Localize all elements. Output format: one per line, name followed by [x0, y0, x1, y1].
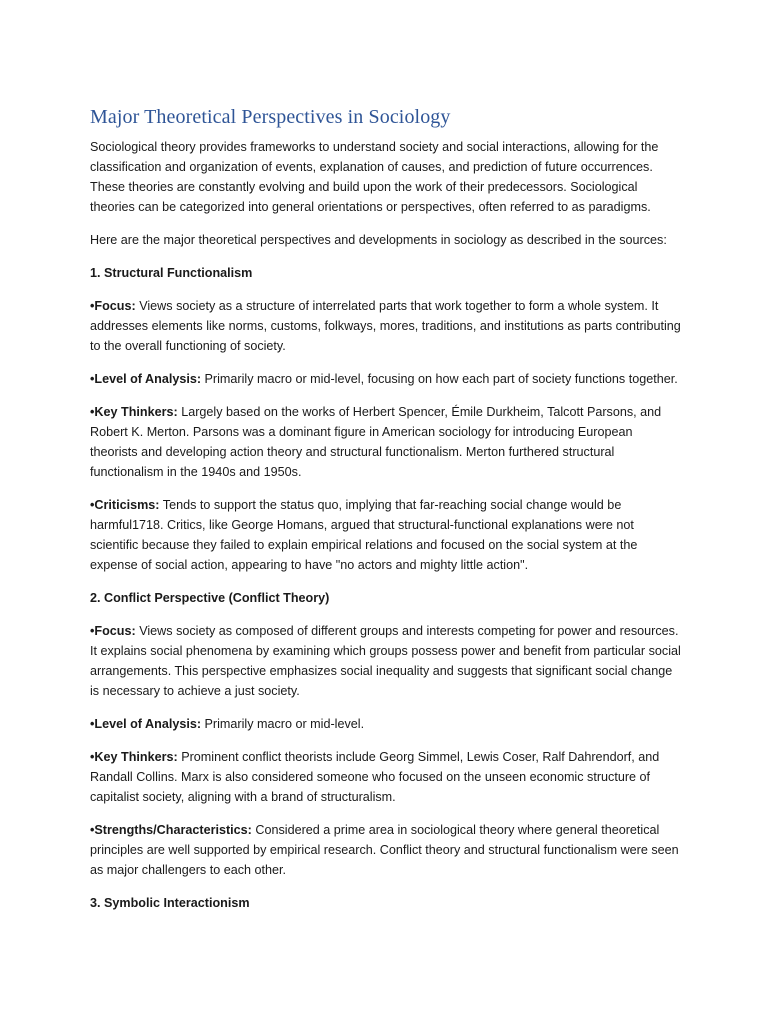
section-heading: 1. Structural Functionalism	[90, 266, 253, 280]
bullet-label: •Level of Analysis:	[90, 372, 202, 386]
bullet-label: •Key Thinkers:	[90, 405, 178, 419]
bullet-text: Prominent conflict theorists include Georg Simmel, Lewis Coser, Ralf Dahrendorf, and Randall Collins. Marx is also considered someone who focused on the unseen economic structure of capitalist society, aligning with a brand of structuralism.	[90, 750, 660, 804]
bullet-text: Views society as composed of different groups and interests competing for power and resources. It explains social phenomena by examining which groups possess power and benefit from particular social arrangements. This perspective emphasizes social inequality and suggests that significant social change is necessary to achieve a just society.	[90, 624, 681, 698]
bullet-text: Primarily macro or mid-level.	[201, 717, 365, 731]
lead-in-paragraph: Here are the major theoretical perspectives and developments in sociology as described in the sources:	[90, 233, 667, 247]
bullet-paragraph	[90, 402, 682, 482]
bullet-text: Tends to support the status quo, implying that far-reaching social change would be harmful1718. Critics, like George Homans, argued that structural-functional explanations were not scientific because they failed to explain empirical relations and focused on the social system at the expense of social action, appearing to have "no actors and mighty little action".	[90, 498, 638, 572]
bullet-label: •Strengths/Characteristics:	[90, 823, 252, 837]
bullet-label: •Level of Analysis:	[90, 717, 202, 731]
bullet-text: Views society as a structure of interrelated parts that work together to form a whole system. It addresses elements like norms, customs, folkways, mores, traditions, and institutions as parts contributing to the overall functioning of society.	[90, 299, 681, 353]
bullet-paragraph	[90, 820, 682, 880]
bullet-paragraph	[90, 621, 682, 701]
document-title: Major Theoretical Perspectives in Sociology	[90, 106, 451, 128]
bullet-label: •Criticisms:	[90, 498, 160, 512]
bullet-text: Primarily macro or mid-level, focusing on how each part of society functions together.	[201, 372, 678, 386]
document-page	[90, 104, 682, 926]
bullet-paragraph	[90, 714, 682, 734]
bullet-paragraph	[90, 296, 682, 356]
section-heading: 3. Symbolic Interactionism	[90, 896, 250, 910]
bullet-text: Considered a prime area in sociological theory where general theoretical principles are well supported by empirical research. Conflict theory and structural functionalism were seen as major challengers to each other.	[90, 823, 679, 877]
section-heading: 2. Conflict Perspective (Conflict Theory)	[90, 591, 330, 605]
bullet-label: •Focus:	[90, 299, 136, 313]
bullet-label: •Focus:	[90, 624, 136, 638]
bullet-paragraph	[90, 495, 682, 575]
bullet-label: •Key Thinkers:	[90, 750, 178, 764]
bullet-paragraph	[90, 369, 682, 389]
bullet-paragraph	[90, 747, 682, 807]
bullet-text: Largely based on the works of Herbert Spencer, Émile Durkheim, Talcott Parsons, and Robert K. Merton. Parsons was a dominant figure in American sociology for introducing European theorists and developing action theory and structural functionalism. Merton furthered structural functionalism in the 1940s and 1950s.	[90, 405, 662, 479]
intro-paragraph: Sociological theory provides frameworks to understand society and social interactions, allowing for the classification and organization of events, explanation of causes, and prediction of future occurrences. These theories are constantly evolving and build upon the work of their predecessors. Sociological theories can be categorized into general orientations or perspectives, often referred to as paradigms.	[90, 140, 659, 214]
